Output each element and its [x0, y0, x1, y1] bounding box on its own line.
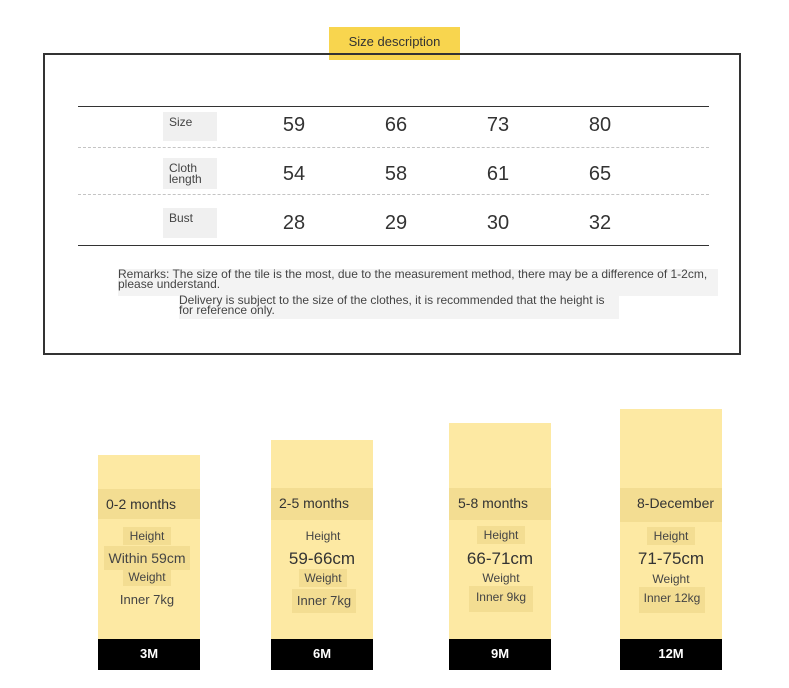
height-value: Within 59cm	[104, 546, 190, 570]
remark-measurement: Remarks: The size of the tile is the most, due to the measurement method, there may be a difference of 1-2cm, please understand.	[118, 269, 718, 296]
weight-value: Inner 7kg	[292, 589, 356, 613]
card-age-label: 0-2 months	[98, 489, 200, 519]
cloth-length-value: 61	[486, 163, 510, 185]
size-9m-label: 9M	[449, 639, 551, 670]
card-age-label: 8-December	[620, 488, 722, 522]
row-divider	[78, 147, 709, 148]
card-age-label: 2-5 months	[271, 488, 373, 520]
height-value: 59-66cm	[288, 549, 356, 568]
bust-value: 32	[588, 212, 612, 234]
weight-label: Weight	[652, 572, 690, 586]
height-value: 71-75cm	[637, 549, 705, 568]
bust-value: 29	[384, 212, 408, 234]
size-value: 59	[282, 114, 306, 136]
weight-label: Weight	[482, 571, 520, 585]
height-label: Height	[305, 529, 341, 543]
cloth-length-value: 54	[282, 163, 306, 185]
cloth-length-value: 65	[588, 163, 612, 185]
row-label-cloth-length: Cloth length	[163, 158, 217, 189]
bust-value: 30	[486, 212, 510, 234]
table-bottom-rule	[78, 245, 709, 246]
row-divider	[78, 194, 709, 195]
weight-value: Inner 7kg	[119, 592, 175, 607]
size-12m-label: 12M	[620, 639, 722, 670]
size-value: 66	[384, 114, 408, 136]
remark-delivery: Delivery is subject to the size of the clothes, it is recommended that the height is for reference only.	[179, 295, 619, 319]
weight-label: Weight	[123, 568, 171, 586]
weight-label: Weight	[299, 569, 347, 587]
bust-value: 28	[282, 212, 306, 234]
row-label-size: Size	[163, 112, 217, 141]
size-3m-label: 3M	[98, 639, 200, 670]
size-6m-label: 6M	[271, 639, 373, 670]
weight-value: Inner 9kg	[469, 586, 533, 612]
card-age-label: 5-8 months	[449, 488, 551, 520]
height-value: 66-71cm	[466, 549, 534, 568]
height-label: Height	[647, 527, 695, 545]
weight-value: Inner 12kg	[639, 587, 705, 613]
table-top-rule	[78, 106, 709, 107]
size-description-badge: Size description	[329, 27, 460, 60]
size-value: 80	[588, 114, 612, 136]
cloth-length-value: 58	[384, 163, 408, 185]
height-label: Height	[123, 527, 171, 545]
row-label-bust: Bust	[163, 208, 217, 238]
size-value: 73	[486, 114, 510, 136]
height-label: Height	[477, 526, 525, 544]
